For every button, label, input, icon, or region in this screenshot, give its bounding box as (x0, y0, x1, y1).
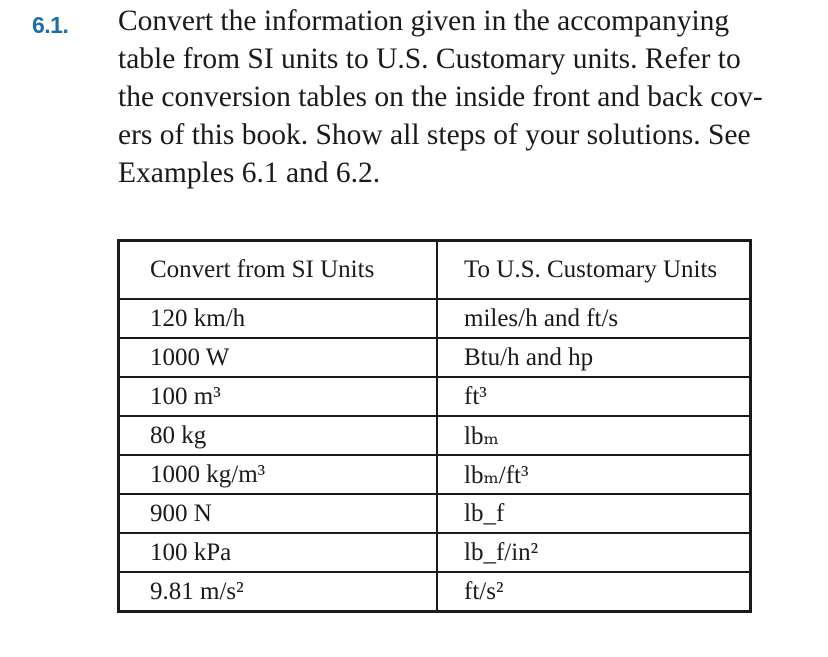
table-row (119, 299, 751, 338)
table-header-row (119, 241, 751, 300)
problem-line: Convert the information given in the accompanying (118, 5, 730, 37)
si-value: 9.81 m/s² (119, 572, 438, 612)
us-unit: lb_f (437, 494, 751, 533)
si-value: 1000 kg/m³ (119, 455, 438, 494)
si-value: 100 m³ (119, 377, 438, 416)
si-value: 120 km/h (119, 299, 438, 338)
si-value: 80 kg (119, 416, 438, 455)
problem-line: ers of this book. Show all steps of your solutions. See (118, 119, 751, 151)
problem-statement (118, 2, 788, 192)
us-unit: ft/s² (437, 572, 751, 612)
us-unit: Btu/h and hp (437, 338, 751, 377)
problem-line: table from SI units to U.S. Customary units. Refer to (118, 43, 741, 75)
header-si-units: Convert from SI Units (119, 241, 438, 300)
us-unit: lb_f/in² (437, 533, 751, 572)
header-us-units: To U.S. Customary Units (437, 241, 751, 300)
table-row (119, 494, 751, 533)
us-unit: lbₘ/ft³ (437, 455, 751, 494)
table-row (119, 338, 751, 377)
table-row (119, 572, 751, 612)
us-unit: lbₘ (437, 416, 751, 455)
si-value: 1000 W (119, 338, 438, 377)
table-row (119, 416, 751, 455)
si-value: 100 kPa (119, 533, 438, 572)
problem-line: Examples 6.1 and 6.2. (118, 157, 381, 189)
si-value: 900 N (119, 494, 438, 533)
conversion-table (117, 239, 752, 613)
us-unit: miles/h and ft/s (437, 299, 751, 338)
problem-line: the conversion tables on the inside front and back cov- (118, 81, 763, 113)
table-row (119, 533, 751, 572)
table-row (119, 455, 751, 494)
problem-number: 6.1. (32, 12, 69, 38)
table-row (119, 377, 751, 416)
us-unit: ft³ (437, 377, 751, 416)
